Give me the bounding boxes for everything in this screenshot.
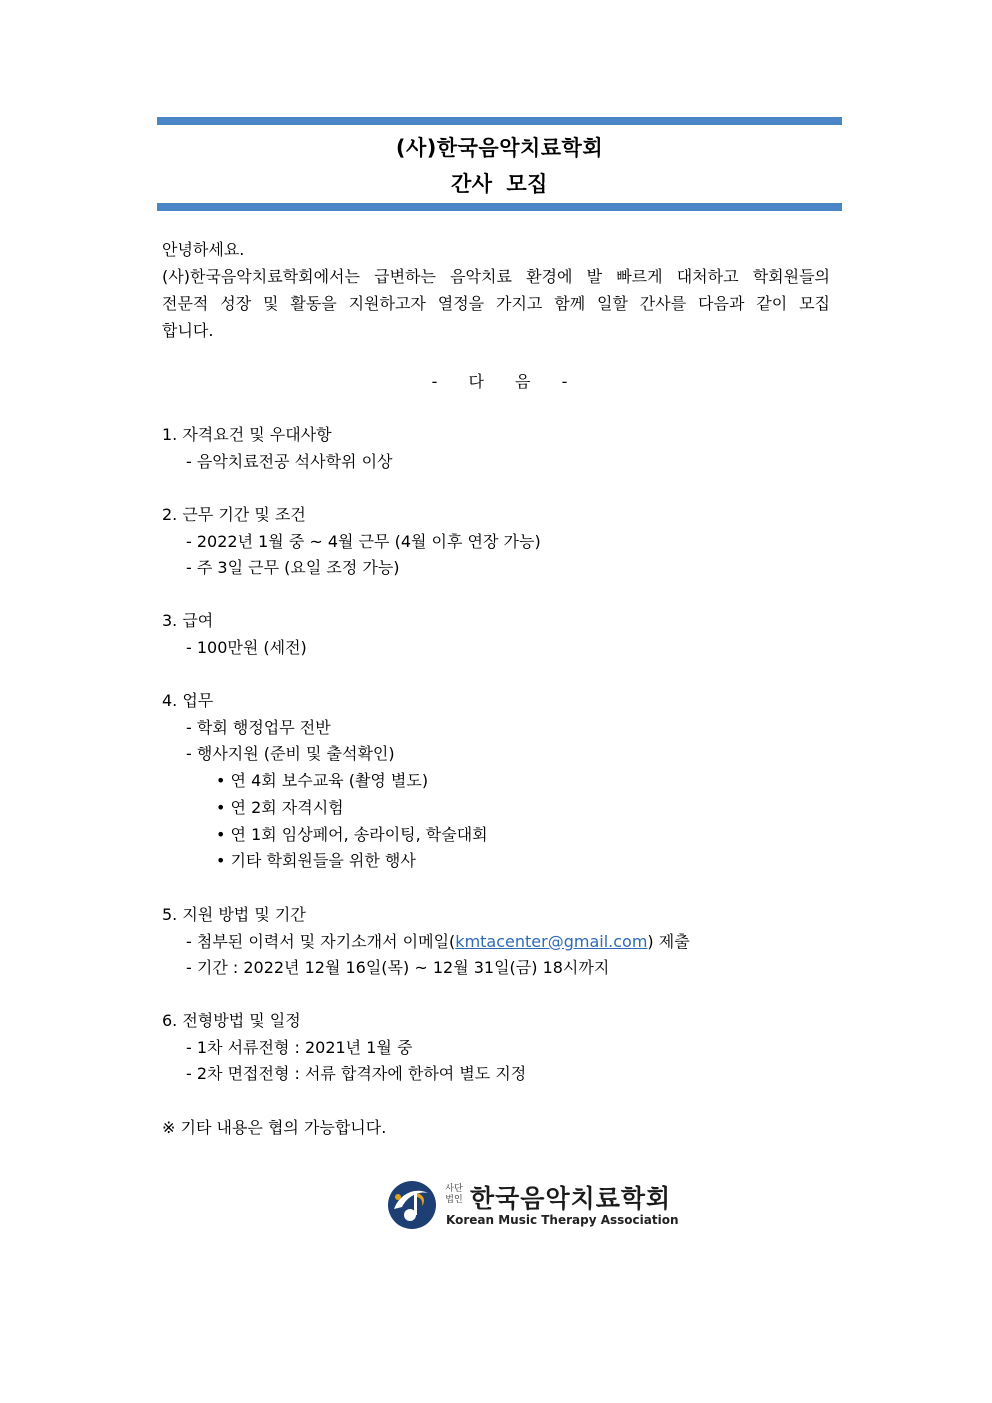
intro-line: (사)한국음악치료학회에서는 급변하는 음악치료 환경에 발 빠르게 대처하고 학회원들의 — [162, 267, 830, 286]
greeting: 안녕하세요. — [162, 240, 245, 259]
section-qualifications — [162, 422, 393, 475]
section-selection — [162, 1008, 526, 1088]
section-heading: 4. 업무 — [162, 691, 214, 710]
header-top-rule — [157, 117, 842, 125]
intro-line: 전문적 성장 및 활동을 지원하고자 열정을 가지고 함께 일할 간사를 다음과 같이 모집 — [162, 294, 830, 313]
list-item — [186, 929, 690, 956]
list-item: - 2022년 1월 중 ~ 4월 근무 (4월 이후 연장 가능) — [186, 531, 541, 551]
page-subtitle: 간사 모집 — [451, 172, 548, 196]
sub-list-item: • 연 2회 자격시험 — [216, 797, 344, 817]
list-item: - 100만원 (세전) — [186, 637, 307, 657]
list-item: - 기간 : 2022년 12월 16일(목) ~ 12월 31일(금) 18시까지 — [186, 958, 610, 978]
list-item: - 1차 서류전형 : 2021년 1월 중 — [186, 1037, 413, 1057]
intro-line: 합니다. — [162, 321, 214, 340]
list-item: - 음악치료전공 석사학위 이상 — [186, 451, 393, 471]
section-duties — [162, 688, 488, 875]
list-item: - 주 3일 근무 (요일 조정 가능) — [186, 558, 400, 578]
section-heading: 2. 근무 기간 및 조건 — [162, 505, 306, 524]
section-heading: 6. 전형방법 및 일정 — [162, 1011, 301, 1030]
apply-suffix: ) 제출 — [647, 931, 690, 951]
logo-small-bottom: 법인 — [445, 1195, 463, 1205]
association-logo — [386, 1175, 679, 1235]
sub-list-item: • 기타 학회원들을 위한 행사 — [216, 851, 416, 871]
intro-paragraph — [162, 236, 830, 344]
sub-list-item: • 연 1회 임상페어, 송라이팅, 학술대회 — [216, 824, 488, 844]
section-heading: 1. 자격요건 및 우대사항 — [162, 425, 332, 444]
logo-small-top: 사단 — [445, 1184, 463, 1194]
apply-prefix: - 첨부된 이력서 및 자기소개서 이메일( — [186, 931, 456, 951]
section-heading: 5. 지원 방법 및 기간 — [162, 905, 306, 924]
list-item: - 2차 면접전형 : 서류 합격자에 한하여 별도 지정 — [186, 1064, 527, 1084]
closing-note — [162, 1115, 386, 1142]
page-title: (사)한국음악치료학회 — [395, 136, 604, 160]
section-work-period — [162, 502, 541, 582]
logo-english-name: Korean Music Therapy Association — [446, 1213, 679, 1227]
note-text: ※ 기타 내용은 협의 가능합니다. — [162, 1118, 387, 1137]
logo-corp-label — [444, 1184, 464, 1206]
section-heading: 3. 급여 — [162, 611, 214, 630]
list-item: - 학회 행정업무 전반 — [186, 717, 331, 737]
section-separator: - 다 음 - — [431, 372, 568, 391]
header-bottom-rule — [157, 203, 842, 211]
email-link[interactable]: kmtacenter@gmail.com — [455, 931, 648, 951]
section-application — [162, 902, 690, 982]
music-note-icon — [386, 1179, 438, 1231]
logo-korean-name: 한국음악치료학회 — [470, 1184, 672, 1213]
sub-list-item: • 연 4회 보수교육 (촬영 별도) — [216, 771, 429, 791]
list-item: - 행사지원 (준비 및 출석확인) — [186, 744, 395, 764]
section-salary — [162, 608, 307, 661]
